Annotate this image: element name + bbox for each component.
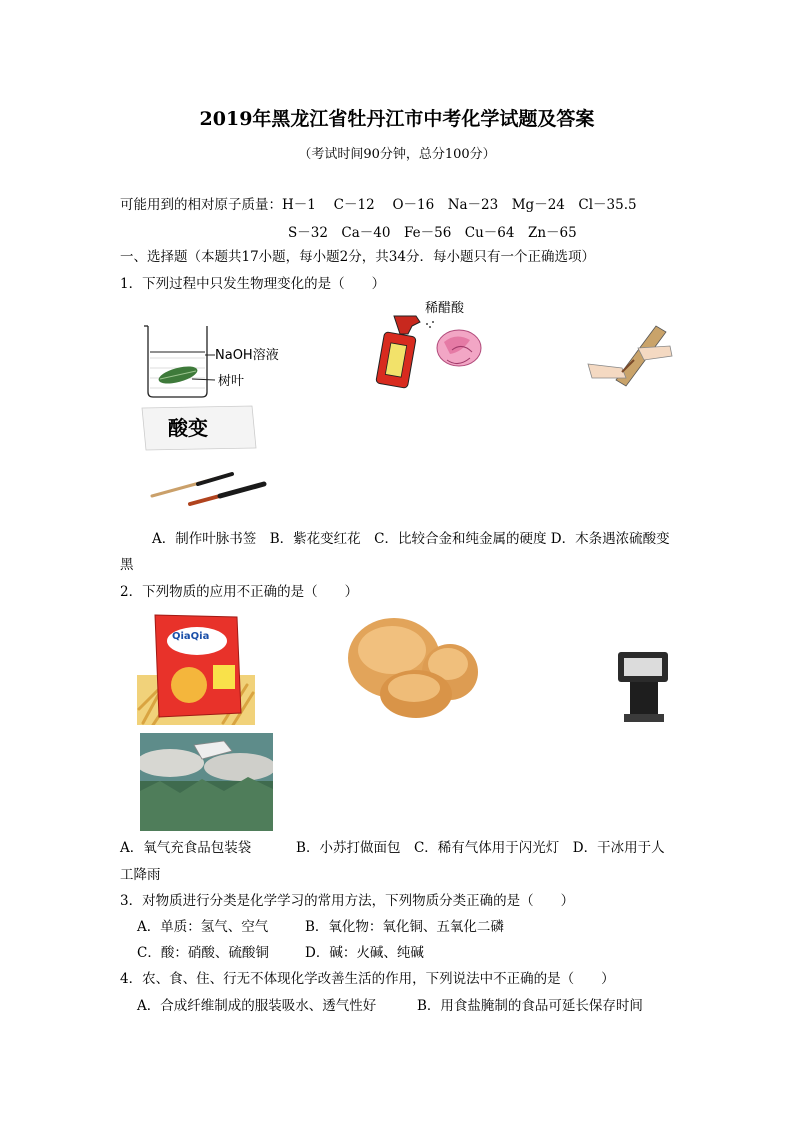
q1-options: A．制作叶脉书签 B．紫花变红花 C．比较合金和纯金属的硬度 D．木条遇浓硫酸变 [152, 531, 670, 547]
q3-option-c: C．酸：硝酸、硫酸铜 [137, 945, 269, 961]
q2-options: A．氧气充食品包装袋 B．小苏打做面包 C．稀有气体用于闪光灯 D．干冰用于人 [120, 840, 665, 856]
q2-stem: 2．下列物质的应用不正确的是（ ） [120, 584, 359, 600]
hardness-comparison-figure [586, 318, 676, 392]
chips-brand: QiaQia [172, 631, 210, 642]
q3-option-d: D．碱：火碱、纯碱 [305, 945, 424, 961]
q3-stem: 3．对物质进行分类是化学学习的常用方法，下列物质分类正确的是（ ） [120, 893, 575, 909]
q1-stem: 1．下列过程中只发生物理变化的是（ ） [120, 276, 386, 292]
chips-bag-figure [137, 613, 255, 725]
q2-options-wrap: 工降雨 [120, 867, 161, 883]
beaker-label-leaf: 树叶 [218, 374, 245, 389]
q3-option-b: B．氧化物：氧化铜、五氧化二磷 [305, 919, 504, 935]
spray-bottle-figure [372, 312, 492, 392]
charred-sticks-figure [140, 462, 270, 508]
q4-option-b: B．用食盐腌制的食品可延长保存时间 [417, 998, 643, 1014]
bread-figure [344, 610, 478, 718]
cloud-seeding-figure [140, 733, 273, 831]
page-title: 2019年黑龙江省牡丹江市中考化学试题及答案 [199, 108, 595, 130]
exam-duration-note: （考试时间90分钟，总分100分） [298, 147, 496, 162]
q3-option-a: A．单质：氢气、空气 [137, 919, 269, 935]
paper-text: 酸变 [168, 416, 208, 440]
flash-unit-figure [612, 650, 672, 724]
q1-options-wrap: 黑 [120, 557, 134, 573]
section-heading-choice: 一、选择题（本题共17小题，每小题2分，共34分．每小题只有一个正确选项） [120, 249, 595, 265]
q4-stem: 4．农、食、住、行无不体现化学改善生活的作用，下列说法中不正确的是（ ） [120, 971, 615, 987]
q4-option-a: A．合成纤维制成的服装吸水、透气性好 [137, 998, 377, 1014]
beaker-label-naoh: NaOH溶液 [215, 348, 279, 363]
atomic-mass-line-1: 可能用到的相对原子质量：H－1 C－12 O－16 Na－23 Mg－24 Cl－35.5 [120, 197, 637, 213]
atomic-mass-line-2: S－32 Ca－40 Fe－56 Cu－64 Zn－65 [288, 225, 577, 241]
spray-label: 稀醋酸 [425, 301, 465, 316]
